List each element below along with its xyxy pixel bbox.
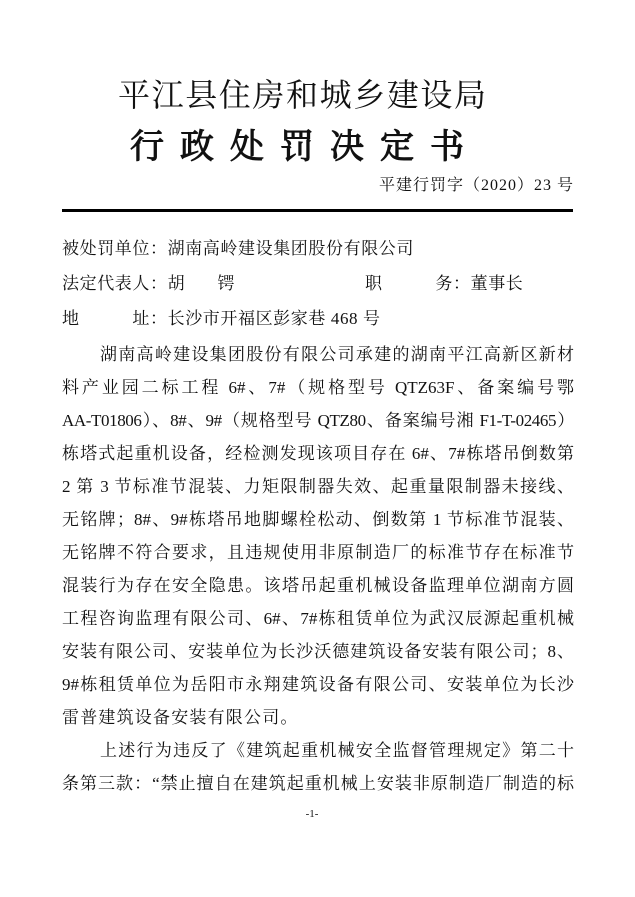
text-line: 2 第 3 节标准节混装、力矩限制器失效、起重量限制器未接线、	[62, 477, 574, 496]
text-line: 栋塔式起重机设备，经检测发现该项目存在 6#、7#栋塔吊倒数第	[62, 444, 574, 463]
penalized-unit-label: 被处罚单位：	[62, 239, 168, 258]
text-line: 湖南高岭建设集团股份有限公司承建的湖南平江高新区新材	[100, 345, 574, 364]
text-line: 工程咨询监理有限公司、6#、7#栋租赁单位为武汉辰源起重机械	[62, 609, 574, 628]
text-line: 混装行为存在安全隐患。该塔吊起重机械设备监理单位湖南方圆	[62, 576, 574, 595]
header-divider	[62, 209, 573, 212]
page-number: -1-	[305, 808, 319, 820]
paragraph-violation	[62, 734, 574, 800]
position-label: 职 务：	[365, 274, 471, 293]
text-line: 无铭牌不符合要求，且违规使用非原制造厂的标准节存在标准节	[62, 543, 574, 562]
text-line: 无铭牌；8#、9#栋塔吊地脚螺栓松动、倒数第 1 节标准节混装、	[62, 510, 574, 529]
legal-representative-row	[62, 266, 573, 301]
text-line: 上述行为违反了《建筑起重机械安全监督管理规定》第二十	[100, 741, 574, 760]
decision-body	[62, 338, 574, 800]
position-value: 董事长	[470, 274, 524, 293]
party-info	[62, 231, 573, 336]
penalized-unit-row	[62, 231, 573, 266]
text-line: AA-T01806）、8#、9#（规格型号 QTZ80、备案编号湘 F1-T-02465）	[62, 411, 574, 430]
text-line: 条第三款：“禁止擅自在建筑起重机械上安装非原制造厂制造的标	[62, 774, 574, 793]
issuing-agency-title: 平江县住房和城乡建设局	[118, 77, 488, 113]
legal-representative-label: 法定代表人：	[62, 274, 168, 293]
text-line: 料产业园二标工程 6#、7#（规格型号 QTZ63F、备案编号鄂	[62, 378, 574, 397]
legal-representative-value: 胡 锷	[167, 274, 243, 293]
position-field	[365, 266, 523, 301]
text-line: 雷普建筑设备安装有限公司。	[62, 708, 299, 727]
paragraph-facts	[62, 338, 574, 734]
penalized-unit-value: 湖南高岭建设集团股份有限公司	[167, 239, 415, 258]
text-line: 9#栋租赁单位为岳阳市永翔建筑设备有限公司、安装单位为长沙	[62, 675, 574, 694]
document-number: 平建行罚字（2020）23 号	[378, 177, 574, 194]
address-row	[62, 301, 573, 336]
address-value: 长沙市开福区彭家巷 468 号	[167, 309, 381, 328]
document-title: 行政处罚决定书	[130, 129, 480, 166]
text-line: 安装有限公司、安装单位为长沙沃德建筑设备安装有限公司；8、	[62, 642, 574, 661]
address-label: 地 址：	[62, 309, 168, 328]
